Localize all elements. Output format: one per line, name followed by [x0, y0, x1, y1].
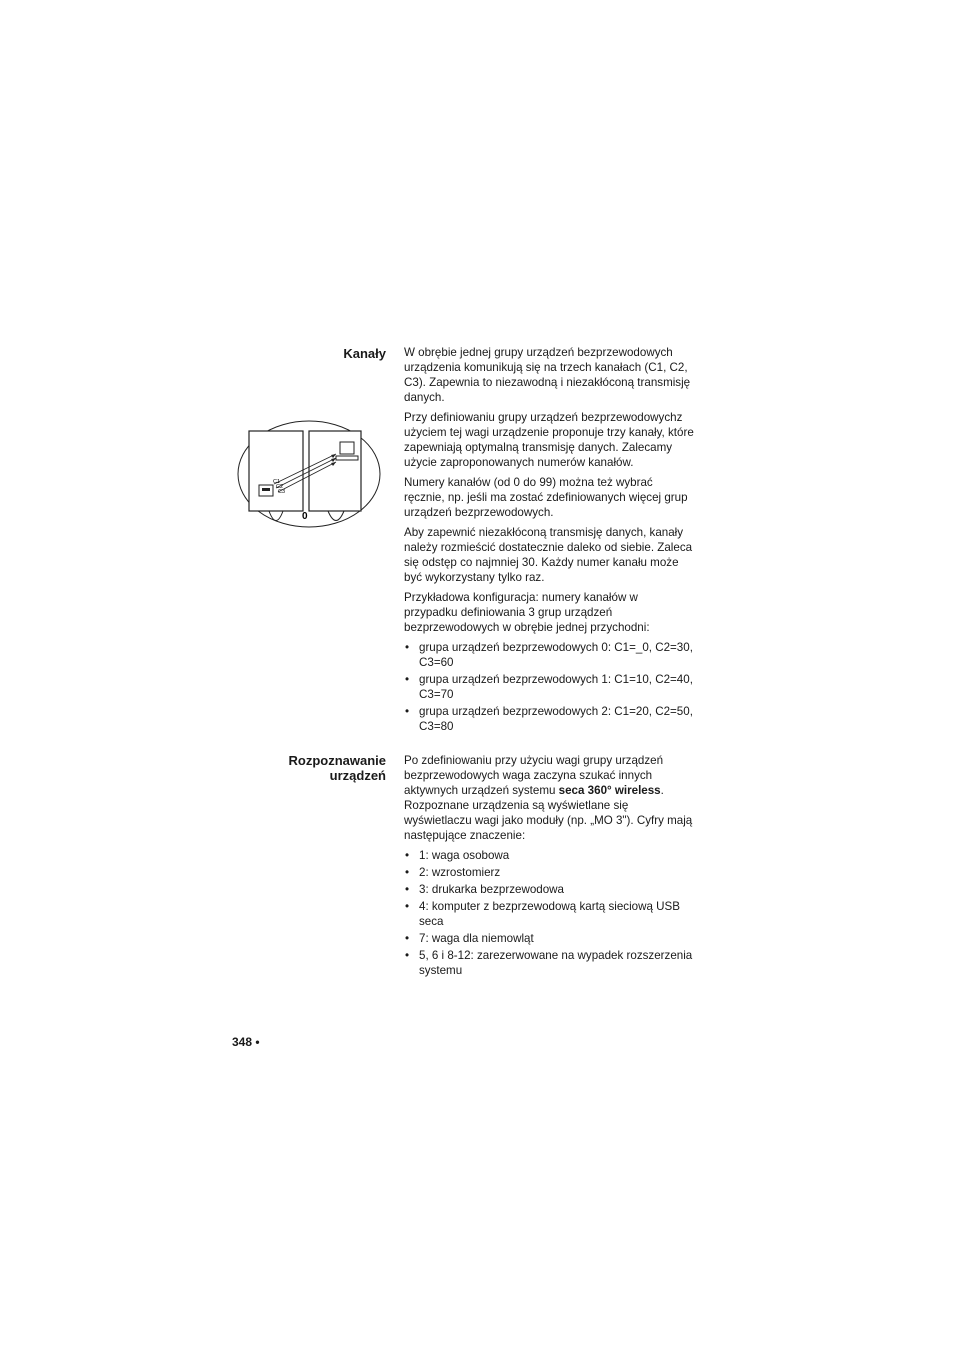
label-c2: C2	[276, 484, 284, 490]
list-item: • 1: waga osobowa	[405, 849, 510, 862]
section-body-device-recognition	[404, 753, 694, 983]
list-item: • 3: drukarka bezprzewodowa	[405, 883, 565, 896]
paragraph: W obrębie jednej grupy urządzeń bezprzewodowych urządzenia komunikują się na trzech kanałach (C1, C2, C3). Zapewnia to niezawodną i niezakłóconą transmisję danych.	[404, 346, 691, 404]
list-item: • grupa urządzeń bezprzewodowych 2: C1=20, C2=50, C3=80	[405, 705, 693, 733]
scale-display-icon	[262, 488, 270, 491]
computer-icon	[340, 442, 354, 454]
list-item: • grupa urządzeń bezprzewodowych 0: C1=_0, C2=30, C3=60	[405, 641, 693, 669]
paragraph: Numery kanałów (od 0 do 99) można też wybrać ręcznie, np. jeśli ma zostać zdefiniowanych więcej grup urządzeń bezprzewodowych.	[404, 476, 688, 519]
section-heading-device-recognition: Rozpoznawanie urządzeń	[288, 753, 386, 783]
group-number-label: 0	[302, 511, 308, 522]
stand-right	[328, 511, 344, 521]
list-item: • 2: wzrostomierz	[405, 866, 501, 879]
label-c1: C1	[273, 479, 281, 485]
channel-config-list	[404, 640, 694, 734]
paragraph: Przy definiowaniu grupy urządzeń bezprzewodowychz użyciem tej wagi urządzenie proponuje trzy kanały, które zapewniają optymalną transmisję danych. Zalecamy użycie zaproponowanych numerów kanałów.	[404, 411, 694, 469]
section-body-channels	[404, 345, 694, 739]
wireless-channels-diagram	[236, 418, 382, 530]
device-code-list	[404, 848, 694, 978]
list-item: • 5, 6 i 8-12: zarezerwowane na wypadek rozszerzenia systemu	[405, 949, 693, 977]
room-left	[249, 431, 303, 511]
list-item: • 4: komputer z bezprzewodową kartą sieciową USB seca	[405, 900, 680, 928]
keyboard-icon	[336, 456, 358, 460]
list-item: • grupa urządzeń bezprzewodowych 1: C1=10, C2=40, C3=70	[405, 673, 693, 701]
paragraph: Po zdefiniowaniu przy użyciu wagi grupy urządzeń bezprzewodowych waga zaczyna szukać innych aktywnych urządzeń systemu seca 360° wireless. Rozpoznane urządzenia są wyświetlane się wyświetlaczu wagi jako moduły (np. „MO 3"). Cyfry mają następujące znaczenie:	[404, 754, 693, 842]
page-number: 348 •	[232, 1035, 260, 1049]
paragraph: Aby zapewnić niezakłóconą transmisję danych, kanały należy rozmieścić dostatecznie daleko od siebie. Zaleca się odstęp co najmniej 30. Każdy numer kanału może być wykorzystany tylko raz.	[404, 526, 693, 584]
paragraph: Przykładowa konfiguracja: numery kanałów w przypadku definiowania 3 grup urządzeń bezprzewodowych w obrębie jednej przychodni:	[404, 591, 650, 634]
label-c3: C3	[278, 489, 286, 495]
section-heading-channels: Kanały	[343, 346, 386, 361]
list-item: • 7: waga dla niemowląt	[405, 932, 534, 945]
